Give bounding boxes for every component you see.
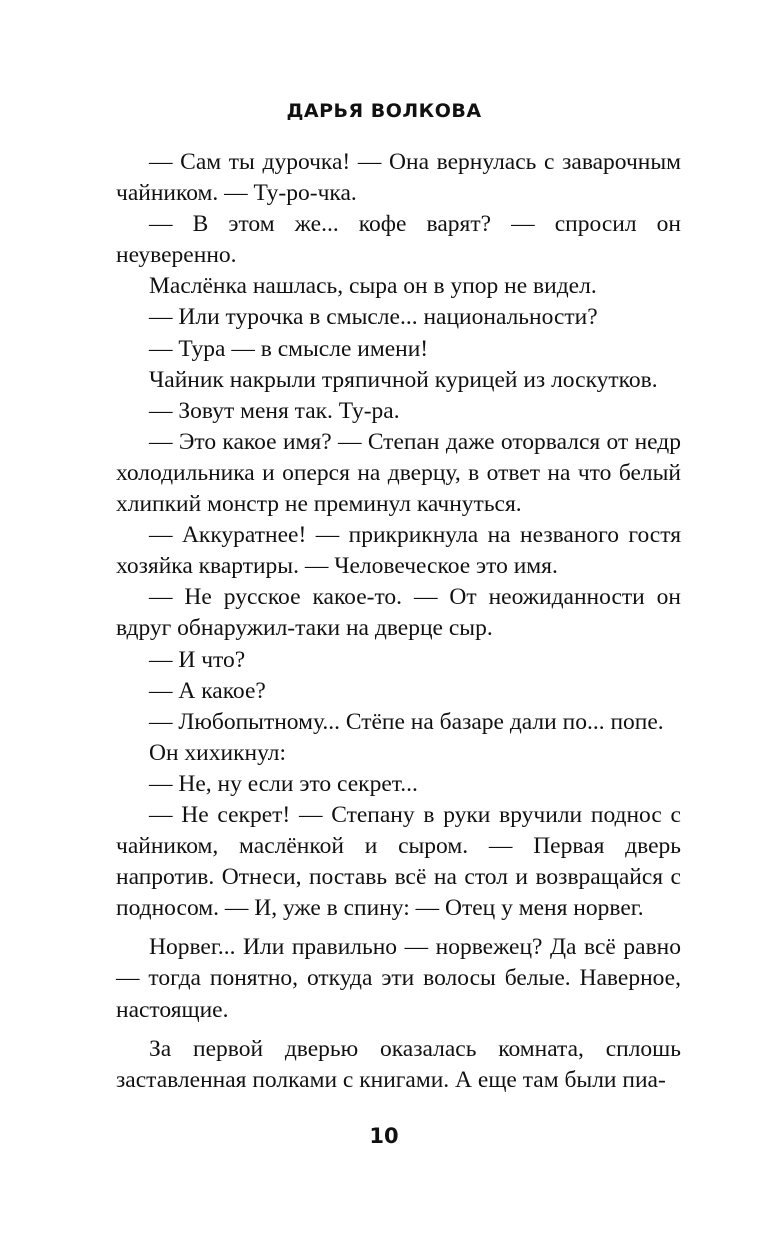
paragraph: — Не секрет! — Степану в руки вручили поднос с чайником, маслёнкой и сыром. — Первая дверь напротив. Отнеси, поставь всё на стол и возвращайся с подносом. — И, уже в спину: — Отец у меня норвег. <box>116 801 681 922</box>
page-number: 10 <box>369 1124 399 1148</box>
paragraph: — В этом же... кофе варят? — спросил он неуверенно. <box>116 211 681 269</box>
paragraph: Норвег... Или правильно — норвежец? Да всё равно — тогда понятно, откуда эти волосы белые. Наверное, настоящие. <box>116 934 681 1023</box>
paragraph: — Тура — в смысле имени! <box>149 335 429 362</box>
paragraph: Маслёнка нашлась, сыра он в упор не видел. <box>149 273 597 300</box>
paragraph: За первой дверью оказалась комната, сплошь заставленная полками с книгами. А еще там были пиа- <box>116 1035 681 1093</box>
paragraph: Он хихикнул: <box>149 739 287 766</box>
paragraph: Чайник накрыли тряпичной курицей из лоскутков. <box>149 366 658 393</box>
paragraph: — Сам ты дурочка! — Она вернулась с заварочным чайником. — Ту-ро-чка. <box>116 149 681 207</box>
paragraph: — А какое? <box>149 677 266 704</box>
paragraph: — И что? <box>149 646 246 673</box>
paragraph: — Аккуратнее! — прикрикнула на незваного гостя хозяйка квартиры. — Человеческое это имя. <box>116 522 681 580</box>
running-head: ДАРЬЯ ВОЛКОВА <box>286 100 482 122</box>
body-text <box>116 147 681 1096</box>
paragraph: — Не, ну если это секрет... <box>149 770 418 797</box>
paragraph: — Или турочка в смысле... национальности? <box>149 304 598 331</box>
paragraph: — Любопытному... Стёпе на базаре дали по... попе. <box>149 708 664 735</box>
paragraph: — Зовут меня так. Ту-ра. <box>149 397 400 424</box>
paragraph: — Не русское какое-то. — От неожиданности он вдруг обнаружил-таки на дверце сыр. <box>116 584 681 642</box>
paragraph: — Это какое имя? — Степан даже оторвался от недр холодильника и оперся на дверцу, в ответ на что белый хлипкий монстр не преминул качнуться. <box>116 428 681 518</box>
